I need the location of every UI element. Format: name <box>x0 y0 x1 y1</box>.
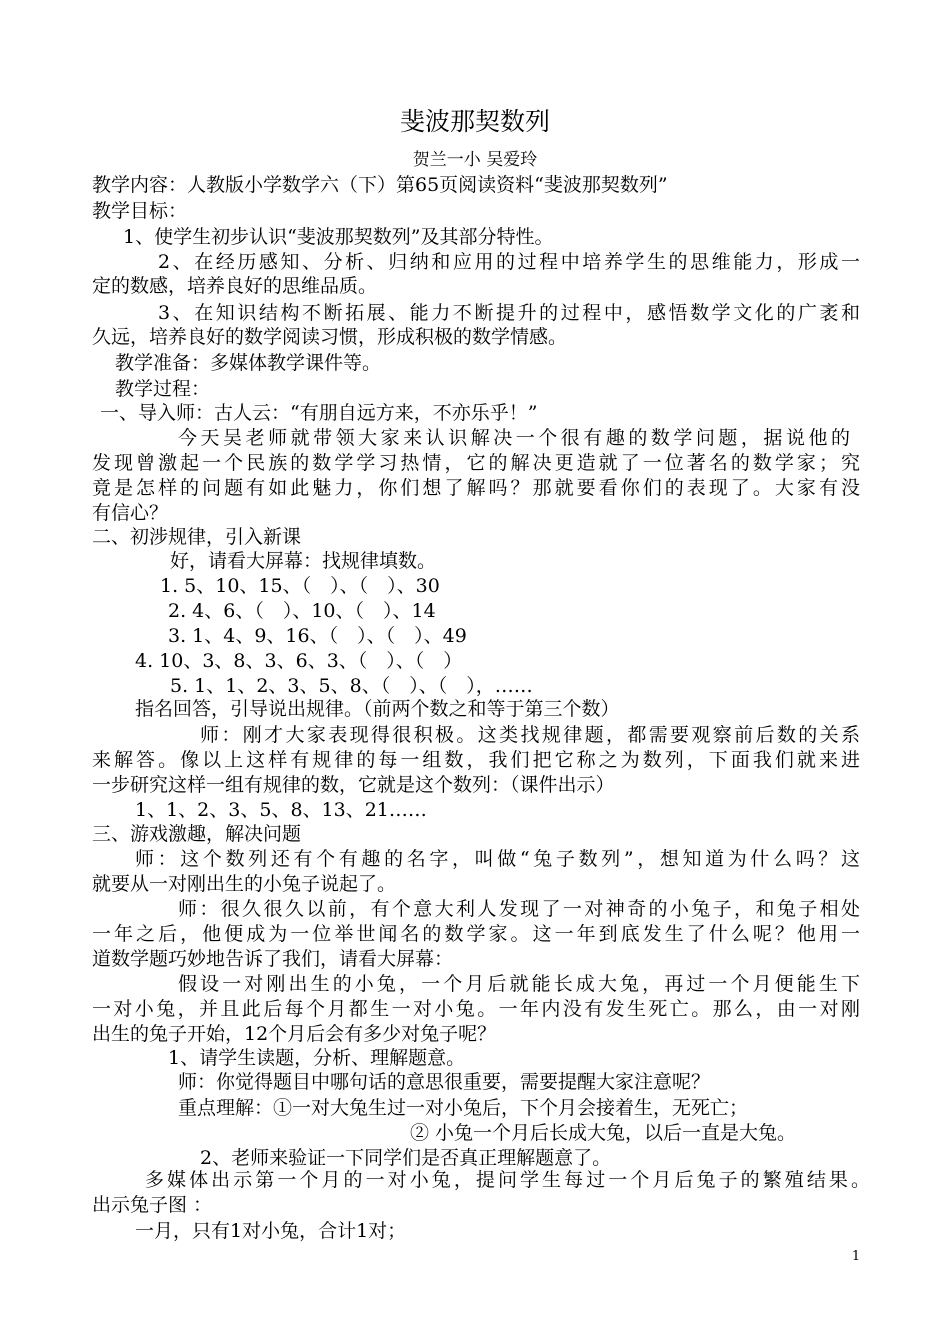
text-line: 多媒体出示第一个月的一对小兔，提问学生每过一个月后兔子的繁殖结果。 <box>145 1169 870 1191</box>
text-line: 来解答。像以上这样有规律的每一组数，我们把它称之为数列，下面我们就来进 <box>92 749 860 771</box>
text-line: 一年之后，他便成为一位举世闻名的数学家。这一年到底发生了什么呢？他用一 <box>92 923 860 945</box>
text-line: 久远，培养良好的数学阅读习惯，形成积极的数学情感。 <box>92 326 568 348</box>
text-line: 2. 4、6、（ ）、10、（ ）、14 <box>168 600 436 622</box>
text-line: 1. 5、10、15、（ ）、（ ）、30 <box>160 575 440 597</box>
document-title: 斐波那契数列 <box>399 107 550 136</box>
text-line: 重点理解：①一对大兔生过一对小兔后，下个月会接着生，无死亡； <box>178 1097 749 1119</box>
page-number: 1 <box>851 1249 861 1264</box>
text-line: 道数学题巧妙地告诉了我们，请看大屏幕： <box>92 948 454 970</box>
text-line: 一月，只有1对小兔，合计1对； <box>135 1220 407 1242</box>
text-line: 教学目标： <box>92 200 188 222</box>
text-line: 三、游戏激趣，解决问题 <box>92 823 302 845</box>
text-line: 3. 1、4、9、16、（ ）、（ ）、49 <box>168 625 467 647</box>
text-line: 4. 10、3、8、3、6、3、（ ）、（ ） <box>135 650 463 672</box>
text-line: 师：这个数列还有个有趣的名字，叫做“兔子数列”，想知道为什么吗？这 <box>135 848 860 870</box>
text-line: 1、使学生初步认识“斐波那契数列”及其部分特性。 <box>123 226 554 248</box>
text-line: 定的数感，培养良好的思维品质。 <box>92 275 378 297</box>
text-line: 出生的兔子开始，12个月后会有多少对兔子呢？ <box>92 1023 497 1045</box>
text-line: 好，请看大屏幕：找规律填数。 <box>170 550 437 572</box>
text-line: 出示兔子图 ： <box>92 1194 213 1216</box>
text-line: 发现曾激起一个民族的数学学习热情，它的解决更造就了一位著名的数学家；究 <box>92 452 860 474</box>
text-line: 二、初涉规律，引入新课 <box>92 526 302 548</box>
text-line: 5. 1、1、2、3、5、8、（ ）、（ ），…… <box>170 675 533 697</box>
text-line: 2、老师来验证一下同学们是否真正理解题意了。 <box>200 1147 612 1169</box>
text-line: 师：你觉得题目中哪句话的意思很重要，需要提醒大家注意呢？ <box>178 1071 711 1093</box>
text-line: 指名回答，引导说出规律。（前两个数之和等于第三个数） <box>135 698 620 720</box>
text-line: 一、导入师：古人云：“有朋自远方来，不亦乐乎！” <box>100 402 538 424</box>
text-line: 1、请学生读题，分析、理解题意。 <box>168 1047 466 1069</box>
text-line: 一步研究这样一组有规律的数，它就是这个数列：（课件出示） <box>92 774 615 796</box>
document-author: 贺兰一小 吴爱玲 <box>412 150 538 170</box>
text-line: 就要从一对刚出生的小兔子说起了。 <box>92 873 397 895</box>
text-line: 3、在知识结构不断拓展、能力不断提升的过程中，感悟数学文化的广袤和 <box>158 302 860 324</box>
text-line: 今天吴老师就带领大家来认识解决一个很有趣的数学问题，据说他的 <box>178 427 850 449</box>
text-line: 教学准备：多媒体教学课件等。 <box>115 352 382 374</box>
text-line: ② 小兔一个月后长成大兔，以后一直是大兔。 <box>410 1122 797 1144</box>
text-line: 2、在经历感知、分析、归纳和应用的过程中培养学生的思维能力，形成一 <box>158 251 860 273</box>
text-line: 师：很久很久以前，有个意大利人发现了一对神奇的小兔子，和兔子相处 <box>178 898 860 920</box>
text-line: 有信心？ <box>92 502 169 524</box>
text-line: 1、1、2、3、5、8、13、21…… <box>135 799 427 821</box>
text-line: 教学内容：人教版小学数学六（下）第65页阅读资料“斐波那契数列” <box>92 174 668 196</box>
text-line: 师：刚才大家表现得很积极。这类找规律题，都需要观察前后数的关系 <box>200 724 860 746</box>
text-line: 假设一对刚出生的小兔，一个月后就能长成大兔，再过一个月便能生下 <box>178 973 860 995</box>
text-line: 教学过程： <box>115 378 211 400</box>
text-line: 竟是怎样的问题有如此魅力，你们想了解吗？那就要看你们的表现了。大家有没 <box>92 477 860 499</box>
text-line: 一对小兔，并且此后每个月都生一对小兔。一年内没有发生死亡。那么，由一对刚 <box>92 998 860 1020</box>
